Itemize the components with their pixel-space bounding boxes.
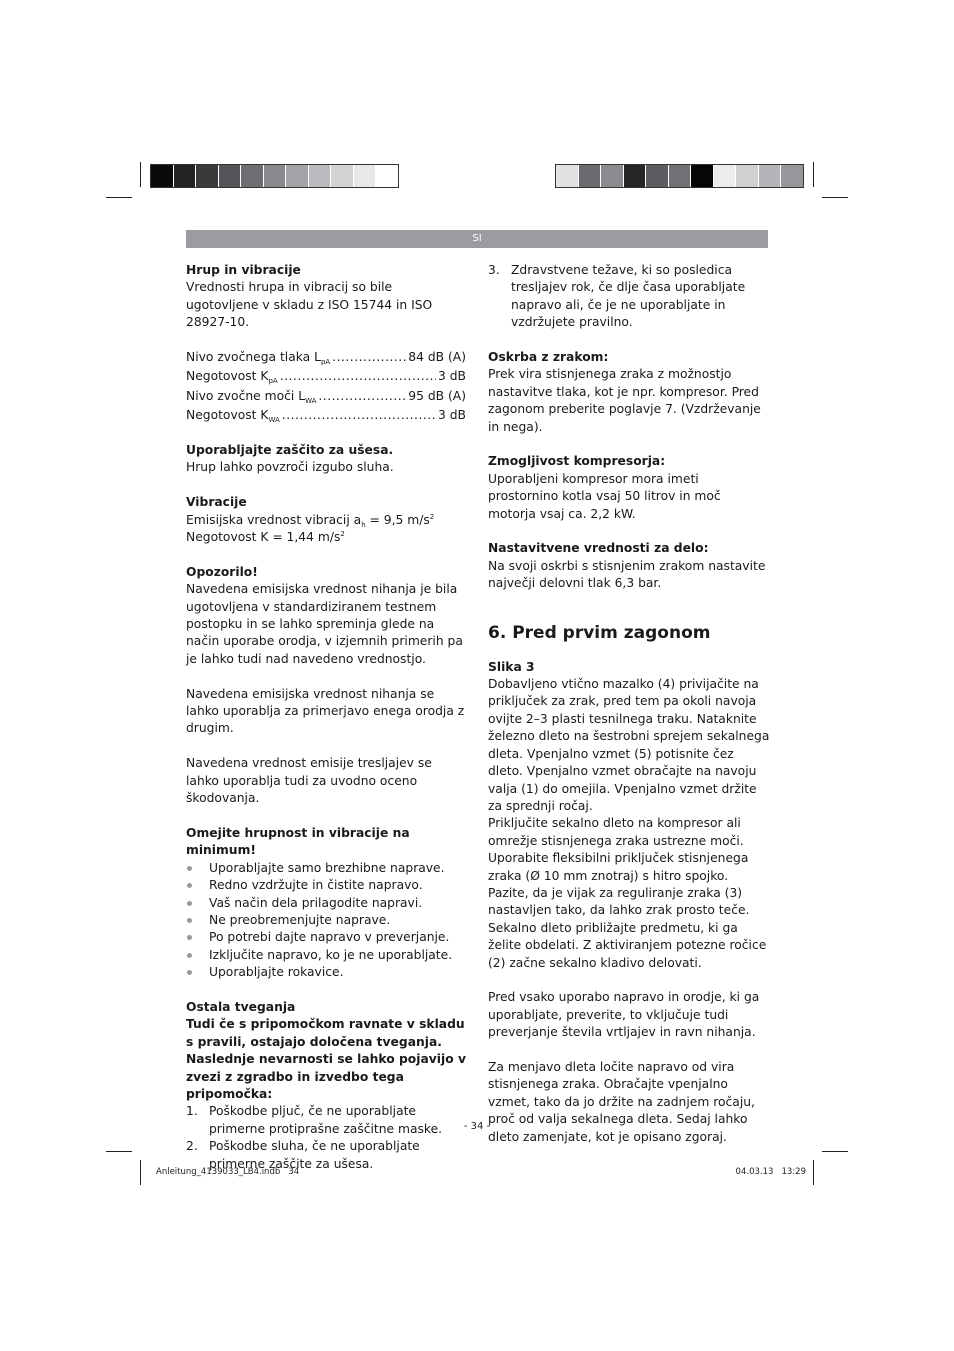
risks-list-continued (488, 262, 770, 332)
spec-row: Negotovost $K_{pA}$ ..... 3 dB (186, 368, 466, 385)
crop-mark (140, 1160, 141, 1185)
air-supply-text: Prek vira stisnjenega zraka z možnostjo nastavitve tlaka, kot je npr. kompresor. Pred zagonom preberite poglavje 7. (Vzdrževanje in nega). (488, 367, 761, 434)
compressor-heading: Zmogljivost kompresorja: (488, 454, 666, 469)
spec-label: Nivo zvočnega tlaka L (186, 350, 321, 365)
spec-value: 3 dB (438, 369, 466, 384)
color-swatch (691, 165, 714, 187)
color-swatch (714, 165, 737, 187)
warning-heading: Opozorilo! (186, 564, 258, 579)
noise-heading: Hrup in vibracije (186, 263, 301, 277)
language-tag: SI (472, 233, 482, 244)
language-tag-bar (186, 230, 768, 248)
figure-paragraph: Priključite sekalno dleto na kompresor ali omrežje stisnjenega zraka ustrezne moči. Uporabite fleksibilni priključek stisnjenega zraka (Ø 10 mm znotraj) s hitro spojko. Pazite, da je vijak za reguliranje zraka (3) nastavljen tako, da lahko zrak prosto teče. (488, 816, 750, 918)
crop-mark (813, 162, 814, 187)
vibration-line: Negotovost K = 1,44 $m/s^2$ (186, 530, 345, 545)
color-swatch (646, 165, 669, 187)
left-column (186, 262, 466, 1173)
list-item: 2. Poškodbe sluha, če ne uporabljate primerne zaščite za ušesa. (186, 1139, 420, 1171)
minimize-heading: Omejite hrupnost in vibracije na minimum! (186, 825, 410, 858)
color-swatch (331, 165, 354, 187)
warning-paragraph: Navedena emisijska vrednost nihanja je bila ugotovljena v standardiziranem testnem postopku in se lahko spreminja glede na način uporabe orodja, v izjemnih primerih pa je lahko tudi nad navedeno vrednostjo. (186, 582, 463, 666)
color-swatch (309, 165, 332, 187)
color-swatch (579, 165, 602, 187)
footer-file-name: Anleitung_4139033_LB4.indb 34 (156, 1167, 300, 1177)
risks-heading: Ostala tveganja (186, 999, 296, 1014)
color-swatch (174, 165, 197, 187)
spec-label: Negotovost K (186, 369, 269, 384)
color-swatch (736, 165, 759, 187)
color-swatch (196, 165, 219, 187)
list-item: Vaš način dela prilagodite napravi. (186, 895, 466, 912)
risks-list (186, 1103, 466, 1173)
color-bar-left (150, 164, 399, 188)
section-title: 6. Pred prvim zagonom (488, 622, 711, 643)
color-swatch (669, 165, 692, 187)
crop-mark (106, 197, 132, 198)
color-swatch (264, 165, 287, 187)
vibration-line: Emisijska vrednost vibracij $a_h = 9,5$ $m/s^2$ (186, 512, 435, 529)
color-swatch (241, 165, 264, 187)
minimize-list (186, 860, 466, 982)
color-swatch (151, 165, 174, 187)
list-item: Izključite napravo, ko je ne uporabljate. (186, 947, 466, 964)
spec-value: 95 dB (A) (408, 388, 466, 403)
change-chisel-paragraph: Za menjavo dleta ločite napravo od vira stisnjenega zraka. Obračajte vpenjalno vzmet, tako da jo držite na zadnjem ročaju, proč od valja sekalnega dleta. Sedaj lahko dleto zamenjate, kot je opisano zgoraj. (488, 1059, 755, 1144)
settings-heading: Nastavitvene vrednosti za delo: (488, 541, 709, 556)
list-item: Ne preobremenjujte naprave. (186, 912, 466, 929)
color-swatch (219, 165, 242, 187)
crop-mark (813, 1160, 814, 1185)
figure-paragraph: Dobavljeno vtično mazalko (4) privijačite na priključek za zrak, pred tem pa okoli navoja ovijte 2–3 plasti tesnilnega traku. Nataknite železno dleto na šestrobni sprejem sekalnega dleta. Vpenjalno vzmet (5) potisnite čez dleto. Vpenjalno vzmet obračajte na navoju valja (1) do omejila. Vpenjalno vzmet držite za sprednji ročaj. (488, 677, 770, 813)
footer-timestamp: 04.03.13 13:29 (735, 1167, 806, 1177)
crop-mark (822, 197, 848, 198)
color-swatch (354, 165, 377, 187)
ear-protection-heading: Uporabljajte zaščito za ušesa. (186, 443, 394, 458)
crop-mark (822, 1151, 848, 1152)
spec-row: Nivo zvočnega tlaka $L_{pA}$ ..... 84 dB (A) (186, 349, 466, 366)
color-swatch (601, 165, 624, 187)
crop-mark (140, 162, 141, 187)
right-column (488, 262, 770, 1146)
settings-text: Na svoji oskrbi s stisnjenim zrakom nastavite največji delovni tlak 6,3 bar. (488, 558, 766, 591)
color-swatch (286, 165, 309, 187)
spec-value: 84 dB (A) (408, 350, 466, 365)
spec-value: 3 dB (438, 408, 466, 423)
air-supply-heading: Oskrba z zrakom: (488, 350, 609, 365)
color-swatch (376, 165, 398, 187)
color-swatch (759, 165, 782, 187)
list-item: 1. Poškodbe pljuč, če ne uporabljate primerne protiprašne zaščitne maske. (186, 1104, 443, 1136)
spec-row: Nivo zvočne moči $L_{WA}$ ..... 95 dB (A) (186, 388, 466, 405)
vibration-heading: Vibracije (186, 495, 247, 510)
color-swatch (556, 165, 579, 187)
warning-paragraph: Navedena emisijska vrednost nihanja se lahko uporablja za primerjavo enega orodja z drugim. (186, 686, 465, 736)
list-item: 3. Zdravstvene težave, ki so posledica tresljajev rok, če dlje časa uporabljate napravo ali, če je ne uporabljate in vzdržujete pravilno. (488, 263, 746, 330)
list-item: Po potrebi dajte napravo v preverjanje. (186, 929, 466, 946)
color-swatch (781, 165, 803, 187)
spec-label: Nivo zvočne moči L (186, 388, 306, 403)
check-paragraph: Pred vsako uporabo napravo in orodje, ki ga uporabljate, preverite, to vključuje tudi preverjanje števila vrtljajev in ravn nihanja. (488, 990, 760, 1040)
noise-text: Vrednosti hrupa in vibracij so bile ugotovljene v skladu z ISO 15744 in ISO 28927-10. (186, 280, 433, 330)
ear-protection-text: Hrup lahko povzroči izgubo sluha. (186, 460, 394, 475)
spec-label: Negotovost K (186, 408, 269, 423)
page-number: - 34 - (463, 1121, 491, 1132)
warning-paragraph: Navedena vrednost emisije tresljajev se lahko uporablja tudi za uvodno oceno škodovanja. (186, 756, 432, 806)
color-bar-right (555, 164, 804, 188)
crop-mark (106, 1151, 132, 1152)
list-item: Uporabljajte rokavice. (186, 964, 466, 981)
color-swatch (624, 165, 647, 187)
risks-intro: Tudi če s pripomočkom ravnate v skladu s pravili, ostajajo določena tveganja. Naslednje nevarnosti se lahko pojavijo v zvezi z zgradbo in izvedbo tega pripomočka: (186, 1017, 466, 1101)
compressor-text: Uporabljeni kompresor mora imeti prostornino kotla vsaj 50 litrov in moč motorja vsaj ca. 2,2 kW. (488, 471, 721, 521)
spec-row: Negotovost $K_{WA}$ ..... 3 dB (186, 407, 466, 424)
list-item: Uporabljajte samo brezhibne naprave. (186, 860, 466, 877)
figure-paragraph: Sekalno dleto približajte predmetu, ki ga želite obdelati. Z aktiviranjem potezne ročice (2) začne sekalno kladivo delovati. (488, 920, 767, 970)
figure-heading: Slika 3 (488, 659, 535, 674)
list-item: Redno vzdržujte in čistite napravo. (186, 877, 466, 894)
